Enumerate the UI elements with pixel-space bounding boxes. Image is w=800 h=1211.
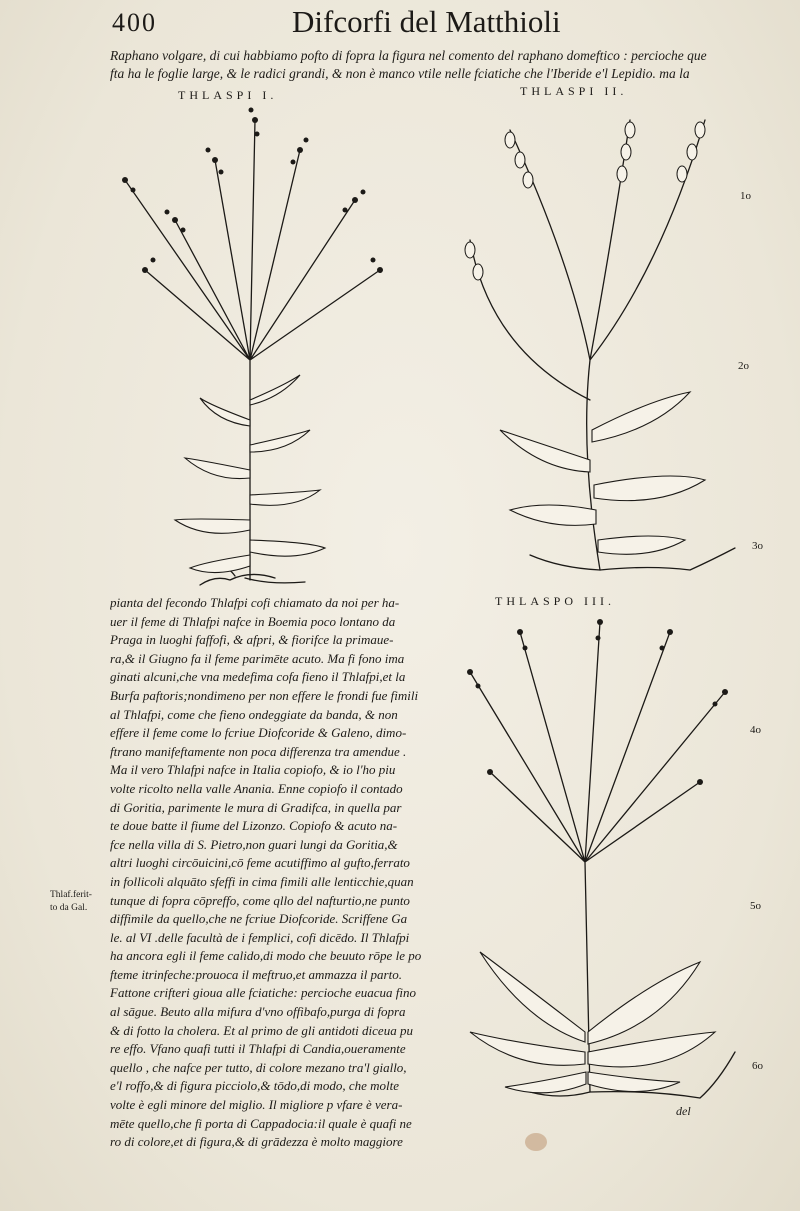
caption-thlaspi-2: THLASPI II. bbox=[520, 84, 628, 98]
line-marker-60: 6o bbox=[752, 1060, 763, 1072]
body-line: Fattone crifteri gioua alle fciatiche: percioche euacua fino bbox=[110, 985, 417, 1001]
body-line: volte è egli minore del miglio. Il migliore p vfare è vera- bbox=[110, 1097, 403, 1113]
body-line: mēte quello,che fi porta di Cappadocia:il quale è quafi ne bbox=[110, 1115, 412, 1131]
caption-thlaspi-1: THLASPI I. bbox=[178, 88, 278, 102]
body-line: pianta del fecondo Thlafpi cofi chiamato da noi per ha- bbox=[110, 595, 400, 610]
body-line: fteme itrinfeche:prouoca il meftruo,et ammazza il parto. bbox=[110, 966, 402, 982]
body-line: in follicoli alquāto sfeffi in cima fimili alle lenticchie,quan bbox=[110, 873, 414, 889]
body-line: al sāgue. Beuto alla mifura d'vno offibafo,purga di fopra bbox=[110, 1004, 406, 1020]
body-line: le. al VI .delle facultà de i femplici, cofi dicēdo. Il Thlafpi bbox=[110, 929, 410, 945]
commentary-body bbox=[110, 594, 455, 1152]
page-number: 400 bbox=[112, 8, 157, 37]
body-line: altri luoghi circōuicini,cō feme acutiffimo al gufto,ferrato bbox=[110, 855, 410, 871]
running-title: Difcorfi del Matthioli bbox=[292, 4, 561, 39]
line-marker-40: 4o bbox=[750, 724, 761, 736]
body-line: ro di colore,et di figura,& di grādezza è molto maggiore bbox=[110, 1134, 403, 1150]
intro-line-2: fta ha le foglie large, & le radici grandi, & non è manco vtile nelle fciatiche che l'Iberide e'l Lepidio. ma la bbox=[110, 66, 690, 81]
body-line: e'l roffo,& di figura picciolo,& tōdo,di modo, che molte bbox=[110, 1078, 399, 1094]
margin-note-line-1: Thlaf.ferit- bbox=[50, 890, 92, 900]
line-marker-30: 3o bbox=[752, 540, 763, 552]
body-line: effere il feme come lo fcriue Diofcoride & Galeno, dimo- bbox=[110, 725, 407, 741]
body-line: fce nella villa di S. Pietro,non guari lungi da Goritia,& bbox=[110, 836, 398, 852]
body-line: Ma il vero Thlafpi nafce in Italia copiofo, & io l'ho piu bbox=[110, 762, 396, 778]
illustration-thlaspi-1 bbox=[105, 100, 395, 590]
body-line: ginati alcuni,che vna medefima cofa fieno il Thlafpi,et la bbox=[110, 669, 406, 685]
caption-thlaspo-3: THLASPO III. bbox=[495, 594, 615, 608]
paper-stain bbox=[525, 1133, 547, 1151]
body-line: Burfa paftoris;nondimeno per non effere le frondi fue fimili bbox=[110, 687, 419, 703]
body-line: uer il feme di Thlafpi nafce in Boemia poco lontano da bbox=[110, 613, 396, 629]
body-line: tunque di fopra cōpreffo, come qllo del nafturtio,ne punto bbox=[110, 892, 410, 908]
body-line: al Thlafpi, come che fieno ondeggiate da banda, & non bbox=[110, 706, 398, 722]
intro-line-1: Raphano volgare, di cui habbiamo pofto di fopra la figura nel comento del raphano domeftico : percioche que bbox=[110, 48, 707, 63]
illustration-thlaspo-3 bbox=[450, 612, 740, 1112]
body-line: diffimile da quello,che ne fcriue Diofcoride. Scriffene Ga bbox=[110, 911, 408, 927]
body-line: quello , che nafce per tutto, di colore mezano tra'l giallo, bbox=[110, 1059, 407, 1075]
line-marker-20: 2o bbox=[738, 360, 749, 372]
illustration-thlaspi-2 bbox=[450, 100, 740, 580]
body-line: & di fotto la cholera. Et al primo de gli antidoti diceua pu bbox=[110, 1022, 413, 1038]
body-line: volte ricolto nella valle Anania. Enne copiofo il contado bbox=[110, 780, 403, 796]
line-marker-10: 1o bbox=[740, 190, 751, 202]
body-line: te doue batte il fiume del Lizonzo. Copiofo & acuto na- bbox=[110, 818, 398, 834]
catchword: del bbox=[676, 1104, 691, 1118]
body-line: ha ancora egli il feme calido,di modo che beuuto rōpe le po bbox=[110, 948, 422, 964]
body-line: Praga in luoghi faffofi, & afpri, & fiorifce la primaue- bbox=[110, 632, 394, 648]
line-marker-50: 5o bbox=[750, 900, 761, 912]
body-line: re effo. Vfano quafi tutti il Thlafpi di Candia,oueramente bbox=[110, 1041, 406, 1057]
margin-note-line-2: to da Gal. bbox=[50, 903, 88, 913]
body-line: ftrano manifeftamente non poca differenza tra amendue . bbox=[110, 743, 407, 759]
body-line: di Goritia, parimente le mura di Gradifca, in quella par bbox=[110, 799, 402, 815]
body-line: ra,& il Giugno fa il feme parimēte acuto. Ma fi fono ima bbox=[110, 650, 405, 666]
